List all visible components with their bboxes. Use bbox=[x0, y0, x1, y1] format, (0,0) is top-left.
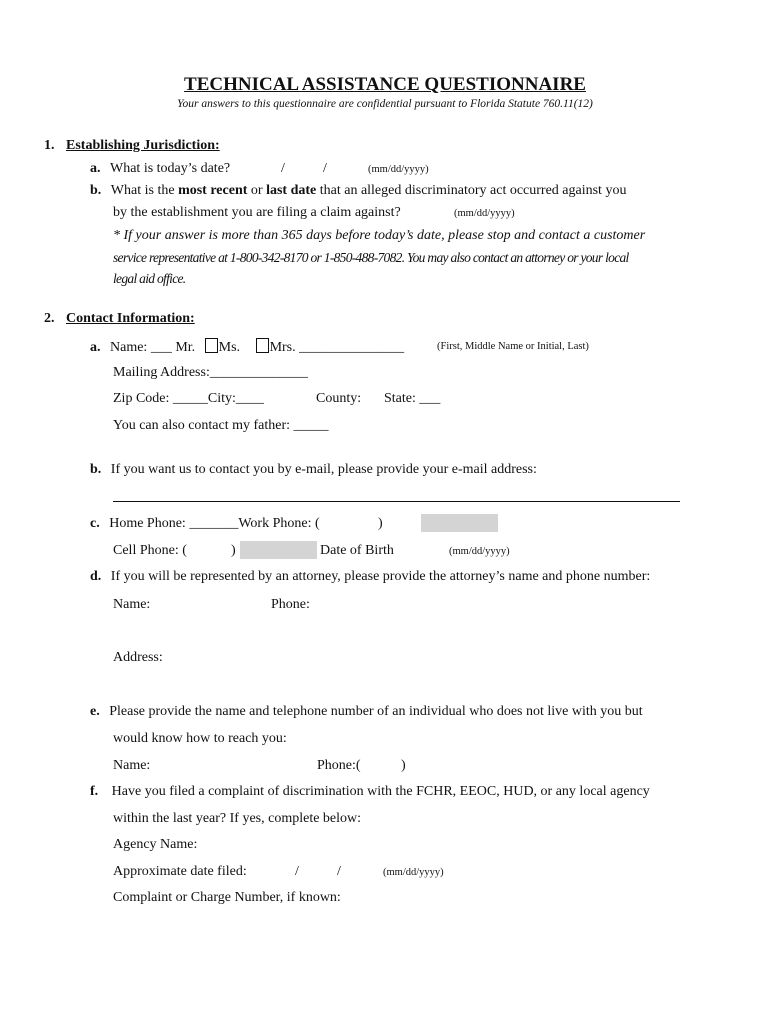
warning-note-line1: * If your answer is more than 365 days before today’s date, please stop and contact a customer bbox=[113, 228, 646, 243]
mrs-label: Mrs. _______________ bbox=[269, 340, 405, 355]
item-label: a. bbox=[90, 340, 101, 355]
page-title: TECHNICAL ASSISTANCE QUESTIONNAIRE bbox=[184, 74, 586, 95]
question-text: Have you filed a complaint of discrimination with the FCHR, EEOC, HUD, or any local agency bbox=[111, 784, 650, 799]
section-1-heading bbox=[44, 138, 220, 154]
state-field[interactable]: State: ___ bbox=[384, 391, 441, 406]
date-slash: / bbox=[337, 864, 341, 879]
agency-name-field[interactable]: Agency Name: bbox=[113, 837, 198, 852]
question-1b-line2: by the establishment you are filing a claim against? bbox=[113, 205, 401, 220]
question-2c bbox=[90, 516, 320, 532]
item-label: e. bbox=[90, 704, 100, 719]
ms-label: Ms. bbox=[218, 340, 241, 355]
question-2e-line2: would know how to reach you: bbox=[113, 731, 287, 746]
close-paren: ) bbox=[231, 543, 236, 558]
zip-city-field[interactable]: Zip Code: _____City:____ bbox=[113, 391, 264, 406]
warning-note-line2: service representative at 1-800-342-8170 or 1-850-488-7082. You may also contact an attorney or your local bbox=[113, 250, 629, 265]
section-2-heading bbox=[44, 311, 195, 327]
name-format-hint: (First, Middle Name or Initial, Last) bbox=[437, 341, 589, 352]
question-1b bbox=[90, 183, 626, 199]
attorney-address-field[interactable]: Address: bbox=[113, 650, 163, 665]
question-2a bbox=[90, 338, 404, 356]
attorney-phone-field[interactable]: Phone: bbox=[271, 597, 310, 612]
close-paren: ) bbox=[401, 758, 406, 773]
question-2f bbox=[90, 784, 650, 800]
question-2f-line2: within the last year? If yes, complete below: bbox=[113, 811, 362, 826]
date-slash: / bbox=[295, 864, 299, 879]
approx-date-label: Approximate date filed: bbox=[113, 864, 247, 879]
county-field[interactable]: County: bbox=[316, 391, 362, 406]
date-slash: / bbox=[281, 161, 285, 176]
item-label: a. bbox=[90, 161, 101, 176]
cell-phone-field[interactable] bbox=[240, 541, 317, 559]
question-2d bbox=[90, 569, 650, 585]
item-label: c. bbox=[90, 516, 100, 531]
dob-label: Date of Birth bbox=[320, 543, 394, 558]
date-slash: / bbox=[323, 161, 327, 176]
question-text: that an alleged discriminatory act occurred against you bbox=[319, 183, 627, 198]
confidentiality-note: Your answers to this questionnaire are confidential pursuant to Florida Statute 760.11(12) bbox=[177, 98, 593, 110]
ms-checkbox[interactable] bbox=[205, 338, 218, 353]
emphasis-text: last date bbox=[266, 183, 317, 198]
question-text: or bbox=[250, 183, 263, 198]
date-format-hint: (mm/dd/yyyy) bbox=[368, 164, 429, 175]
warning-note-line3: legal aid office. bbox=[113, 271, 186, 286]
mailing-address-field[interactable]: Mailing Address:______________ bbox=[113, 365, 308, 380]
question-text: If you will be represented by an attorney, please provide the attorney’s name and phone number: bbox=[110, 569, 651, 584]
contact-phone-field[interactable]: Phone:( bbox=[317, 758, 361, 773]
emphasis-text: most recent bbox=[178, 183, 248, 198]
question-text: Please provide the name and telephone number of an individual who does not live with you but bbox=[109, 704, 643, 719]
mrs-checkbox[interactable] bbox=[256, 338, 269, 353]
contact-name-field[interactable]: Name: bbox=[113, 758, 151, 773]
question-1a bbox=[90, 161, 230, 177]
phone-labels: Home Phone: _______Work Phone: ( bbox=[109, 516, 320, 531]
section-1-title: Establishing Jurisdiction: bbox=[66, 138, 220, 153]
date-format-hint: (mm/dd/yyyy) bbox=[454, 208, 515, 219]
father-contact-field[interactable]: You can also contact my father: _____ bbox=[113, 418, 329, 433]
question-text: What is the bbox=[110, 183, 175, 198]
section-2-number: 2. bbox=[44, 311, 55, 326]
cell-phone-label: Cell Phone: ( bbox=[113, 543, 187, 558]
name-label: Name: ___ Mr. bbox=[110, 340, 196, 355]
date-format-hint: (mm/dd/yyyy) bbox=[449, 546, 510, 557]
close-paren: ) bbox=[378, 516, 383, 531]
attorney-name-field[interactable]: Name: bbox=[113, 597, 151, 612]
question-2b bbox=[90, 462, 537, 478]
section-1-number: 1. bbox=[44, 138, 55, 153]
item-label: f. bbox=[90, 784, 99, 799]
work-phone-field[interactable] bbox=[421, 514, 498, 532]
item-label: d. bbox=[90, 569, 102, 584]
email-input-line[interactable] bbox=[113, 501, 680, 502]
question-text: If you want us to contact you by e-mail, please provide your e-mail address: bbox=[110, 462, 537, 477]
item-label: b. bbox=[90, 183, 102, 198]
section-2-title: Contact Information: bbox=[66, 311, 195, 326]
question-2e bbox=[90, 704, 643, 720]
item-label: b. bbox=[90, 462, 102, 477]
date-format-hint: (mm/dd/yyyy) bbox=[383, 867, 444, 878]
question-text: What is today’s date? bbox=[110, 161, 231, 176]
complaint-number-field[interactable]: Complaint or Charge Number, if known: bbox=[113, 890, 341, 905]
